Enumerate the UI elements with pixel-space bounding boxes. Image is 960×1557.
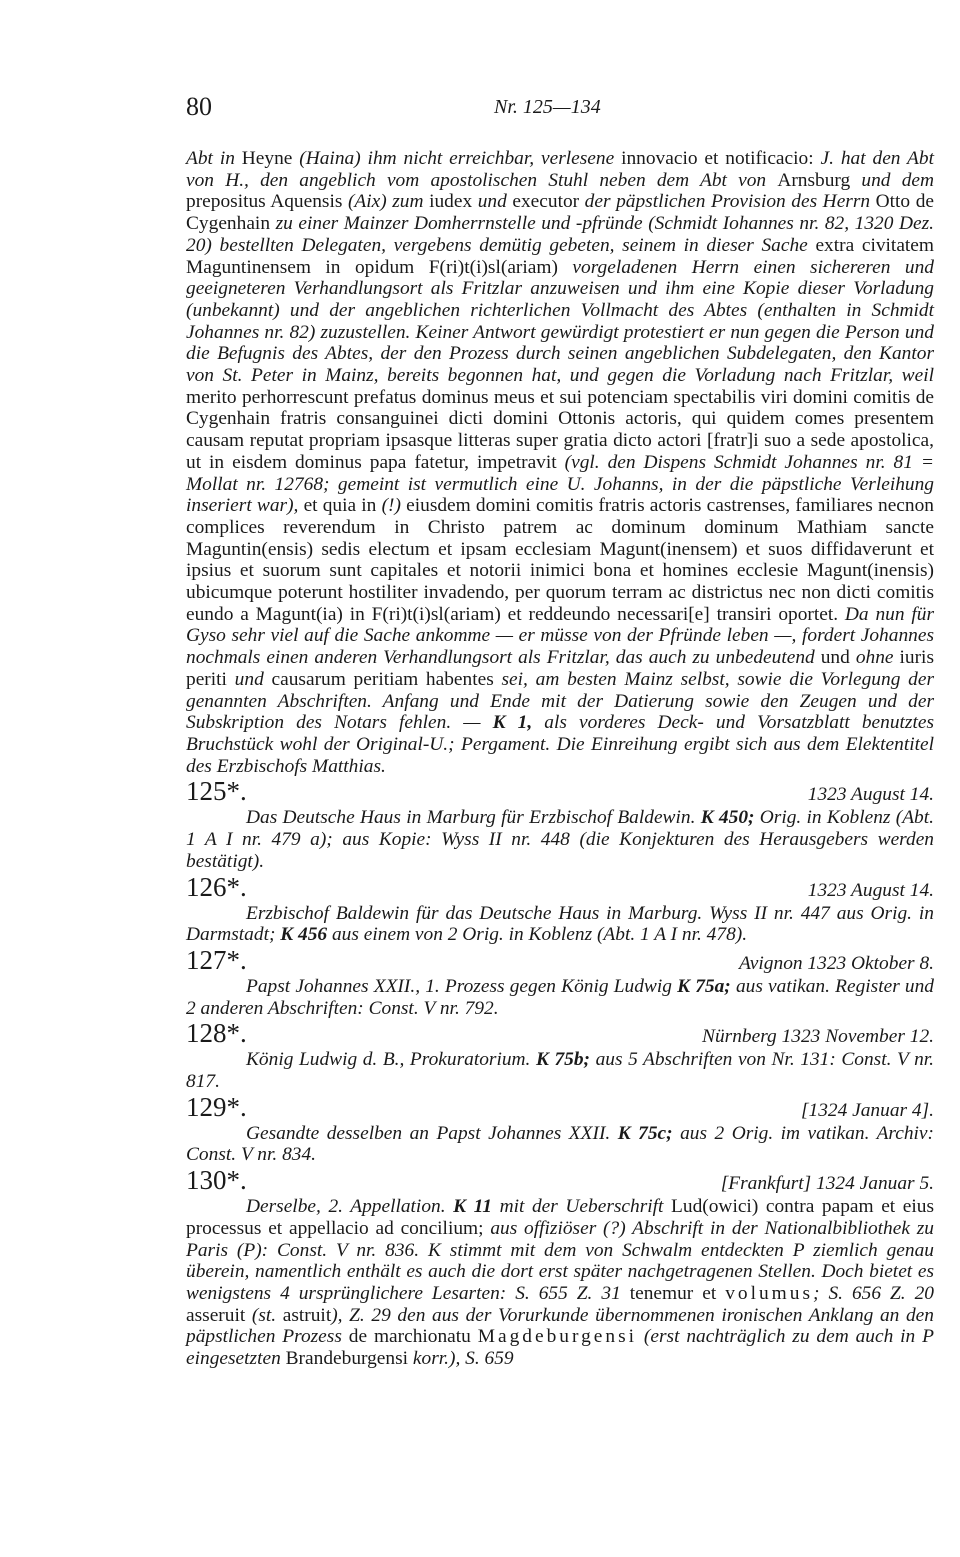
text-segment: (Aix) zum	[347, 191, 430, 213]
text-segment: Erzbischof Baldewin für das Deutsche Haus in Marburg. Wyss II nr. 447 aus Orig. in Darmstadt;	[186, 902, 934, 946]
text-segment: König Ludwig d. B., Prokuratorium.	[246, 1049, 536, 1071]
text-segment: executor	[512, 191, 585, 213]
archive-reference: K 75c;	[617, 1122, 681, 1144]
text-segment: Otto de Cygenhain	[186, 191, 934, 235]
text-segment: Papst Johannes XXII., 1. Prozess gegen König Ludwig	[246, 975, 678, 997]
text-segment: und dem	[861, 169, 934, 191]
regest-entry	[186, 871, 934, 946]
entry-text	[186, 903, 934, 946]
text-segment: Orig. in Koblenz (Abt. 1 A I nr. 479 a); aus Kopie: Wyss II nr. 448 (die Konjekturen des Herausgebers werden bestätigt).	[186, 807, 934, 872]
text-segment: aus vatikan. Register und 2 anderen Abschriften: Const. V nr. 792.	[186, 975, 935, 1019]
text-segment: causarum peritiam habentes	[271, 668, 502, 690]
regest-entry	[186, 776, 934, 872]
text-segment: ; S. 656 Z. 20	[813, 1282, 934, 1304]
body-text	[186, 148, 934, 1370]
text-segment: Das Deutsche Haus in Marburg für Erzbischof Baldewin.	[246, 807, 701, 829]
entry-heading	[186, 944, 934, 976]
text-segment: aus 5 Abschriften von Nr. 131: Const. V nr. 817.	[186, 1049, 935, 1093]
text-segment: Abt in	[186, 148, 242, 169]
archive-reference: K 11	[453, 1196, 500, 1218]
text-segment: astruit	[282, 1304, 332, 1326]
entry-date: Nürnberg 1323 November 12.	[702, 1026, 934, 1048]
text-segment: (Haina) ihm nicht erreichbar, verlesene	[299, 148, 622, 169]
text-segment: Arnsburg	[777, 169, 862, 191]
text-segment: volumus	[725, 1282, 814, 1304]
text-segment: aus offiziöser (?) Abschrift in der Nationalbibliothek zu Paris (P): Const. V nr. 836. K stimmt mit dem von Schwalm entdeckten P ziemlich genau überein, namentlich enthält es auch die dort erst später nachgetragenen Stellen. Doch bietet es wenigstens 4 ursprünglichere Lesarten: S. 655 Z. 31	[186, 1217, 934, 1304]
running-title: Nr. 125—134	[494, 96, 601, 118]
entry-heading	[186, 1091, 934, 1123]
text-segment: als vorderes Deck- und Vorsatzblatt benutztes Bruchstück wohl der Original-U.; Pergament. Die Einreihung ergibt sich aus dem Elektentitel des Erzbischofs Matthias.	[186, 712, 934, 777]
entry-number: 126*.	[186, 871, 247, 902]
text-segment: korr.), S. 659	[412, 1348, 514, 1370]
regest-entry	[186, 1165, 935, 1370]
text-segment: prepositus Aquensis	[186, 191, 348, 213]
text-segment: de marchionatu	[348, 1326, 478, 1348]
entry-text	[186, 976, 934, 1019]
intro-paragraph	[186, 148, 934, 777]
archive-reference: K 456	[280, 924, 332, 946]
text-segment: extra civitatem Maguntinensem in opidum F(ri)t(i)sl(ariam)	[186, 234, 935, 278]
entry-heading	[186, 871, 934, 903]
entry-heading	[186, 1018, 934, 1049]
text-segment: aus 2 Orig. im vatikan. Archiv: Const. V nr. 834.	[186, 1122, 934, 1166]
entry-date: Avignon 1323 Oktober 8.	[739, 952, 934, 974]
archive-reference: K 75a;	[677, 975, 736, 997]
text-segment: zu einer Mainzer Domherrnstelle und -pfründe (Schmidt Iohannes nr. 82, 1320 Dez. 20) bestellten Delegaten, vergebens demütig gebeten, seinem in dieser Sache	[186, 213, 935, 256]
entry-heading	[186, 776, 934, 807]
text-segment: Brandeburgensi	[285, 1348, 413, 1370]
text-segment: asseruit	[186, 1304, 252, 1326]
regest-entry	[186, 1018, 935, 1093]
text-segment: mit der Ueberschrift	[499, 1196, 672, 1218]
entry-text	[186, 1049, 934, 1092]
entry-heading	[186, 1165, 934, 1196]
text-segment: merito perhorrescunt prefatus dominus meus et sui potenciam spectabilis viri domini comitis de Cygenhain fratris consanguinei dicti domini Ottonis actoris, qui quidem comes presentem causam reputat propriam ipsasque litteras super gratia dicto actori [fratr]i suo a sede apostolica, ut in eisdem dominus papa fatetur, impetravit	[186, 386, 934, 473]
text-segment: Lud(owici) contra papam et eius processus et appellacio ad concilium;	[186, 1196, 935, 1239]
text-segment: Magdeburgensi	[477, 1326, 638, 1348]
entry-date: [1324 Januar 4].	[800, 1099, 934, 1121]
page-header	[184, 92, 932, 122]
text-segment: iuris periti	[186, 647, 934, 690]
entry-date: 1323 August 14.	[807, 879, 934, 901]
text-segment: sei, am besten Mainz selbst, sowie die Vorlegung der genannten Abschriften. Anfang und Ende mit der Datierung sowie den Zeugen und der Subskription des Notars fehlen. —	[186, 668, 934, 734]
text-segment: Heyne	[241, 148, 300, 169]
archive-reference: K 1,	[492, 712, 545, 734]
entry-text	[186, 1196, 934, 1370]
entry-number: 128*.	[186, 1018, 247, 1049]
text-segment: (!)	[381, 495, 407, 517]
text-segment: und	[820, 647, 856, 669]
text-segment: Gesandte desselben an Papst Johannes XXII.	[246, 1122, 618, 1144]
text-segment: aus einem von 2 Orig. in Koblenz (Abt. 1 A I nr. 478).	[331, 924, 748, 946]
text-segment: vorgeladenen Herrn einen sichereren und geeigneteren Verhandlungsort als Fritzlar anzuweisen und ihm eine Kopie dieser Vorladung (unbekannt) und der angeblichen richterlichen Vollmacht des Abtes (enthalten in Schmidt Johannes nr. 82) zuzustellen. Keiner Antwort gewürdigt protestiert er nun gegen die Person und die Befugnis des Abtes, der den Prozess durch seinen angeblichen Subdelegaten, den Kantor von St. Peter in Mainz, bereits begonnen hat, und gegen die Vorladung nach Fritzlar, weil	[186, 256, 934, 387]
entry-number: 125*.	[186, 776, 247, 807]
text-segment: innovacio et notificacio:	[621, 148, 821, 169]
text-segment: Da nun für Gyso sehr viel auf die Sache ankomme — er müsse von der Pfründe leben —, fordert Johannes nochmals einen anderen Verhandlungsort als Fritzlar, das auch zu unbedeutend	[186, 603, 934, 669]
text-segment: Derselbe, 2. Appellation.	[246, 1196, 454, 1218]
entry-number: 130*.	[186, 1165, 247, 1196]
text-segment: (vgl. den Dispens Schmidt Johannes nr. 81 = Mollat nr. 12768; gemeint ist vermutlich eine U. Johanns, in der die päpstliche Verleihung inseriert war),	[186, 451, 934, 517]
text-segment: ohne	[855, 647, 900, 669]
text-segment: der päpstlichen Provision des Herrn	[584, 191, 876, 213]
text-segment: ), Z. 29 den aus der Vorurkunde übernommenen ironischen Anklang an den päpstlichen Prozess	[186, 1304, 934, 1348]
text-segment: (st.	[251, 1304, 283, 1326]
entry-date: [Frankfurt] 1324 Januar 5.	[720, 1173, 934, 1195]
archive-reference: K 450;	[700, 807, 760, 829]
text-segment: tenemur et	[629, 1282, 726, 1304]
entry-text	[186, 1123, 934, 1166]
archive-reference: K 75b;	[535, 1049, 596, 1071]
text-segment: iudex	[429, 191, 478, 213]
regest-entry	[186, 944, 935, 1019]
entry-date: 1323 August 14.	[807, 784, 934, 806]
text-segment: und	[234, 668, 272, 690]
regest-entry	[186, 1091, 934, 1166]
text-segment: et quia in	[303, 495, 382, 517]
text-segment: (erst nachträglich zu dem auch in P eingesetzten	[186, 1326, 934, 1370]
text-segment: eiusdem domini comitis fratris actoris castrenses, familiares necnon complices reverendum in Christo patrem ac dominum dominum Mathiam sancte Maguntin(ensis) sedis electum et ipsam ecclesiam Magunt(inensem) et suos diffidaverunt et ipsius et suorum sunt capitales et notorii inimici bona et homines ecclesie Magunt(inensis) ubicumque poterunt hostiliter invadendo, per quorum terram ac districtus nec non dicti comitis eundo a Magunt(ia) in F(ri)t(i)sl(ariam) et reddeundo necessari[e] transiri oportet.	[186, 495, 934, 625]
entry-number: 129*.	[186, 1091, 247, 1122]
text-segment: und	[477, 191, 513, 213]
page-number: 80	[186, 92, 212, 121]
text-segment: J. hat den Abt von H., den angeblich vom apostolischen Stuhl neben dem Abt von	[186, 148, 934, 191]
entry-number: 127*.	[186, 944, 247, 975]
entry-text	[186, 807, 934, 872]
entry-list	[186, 776, 935, 1370]
